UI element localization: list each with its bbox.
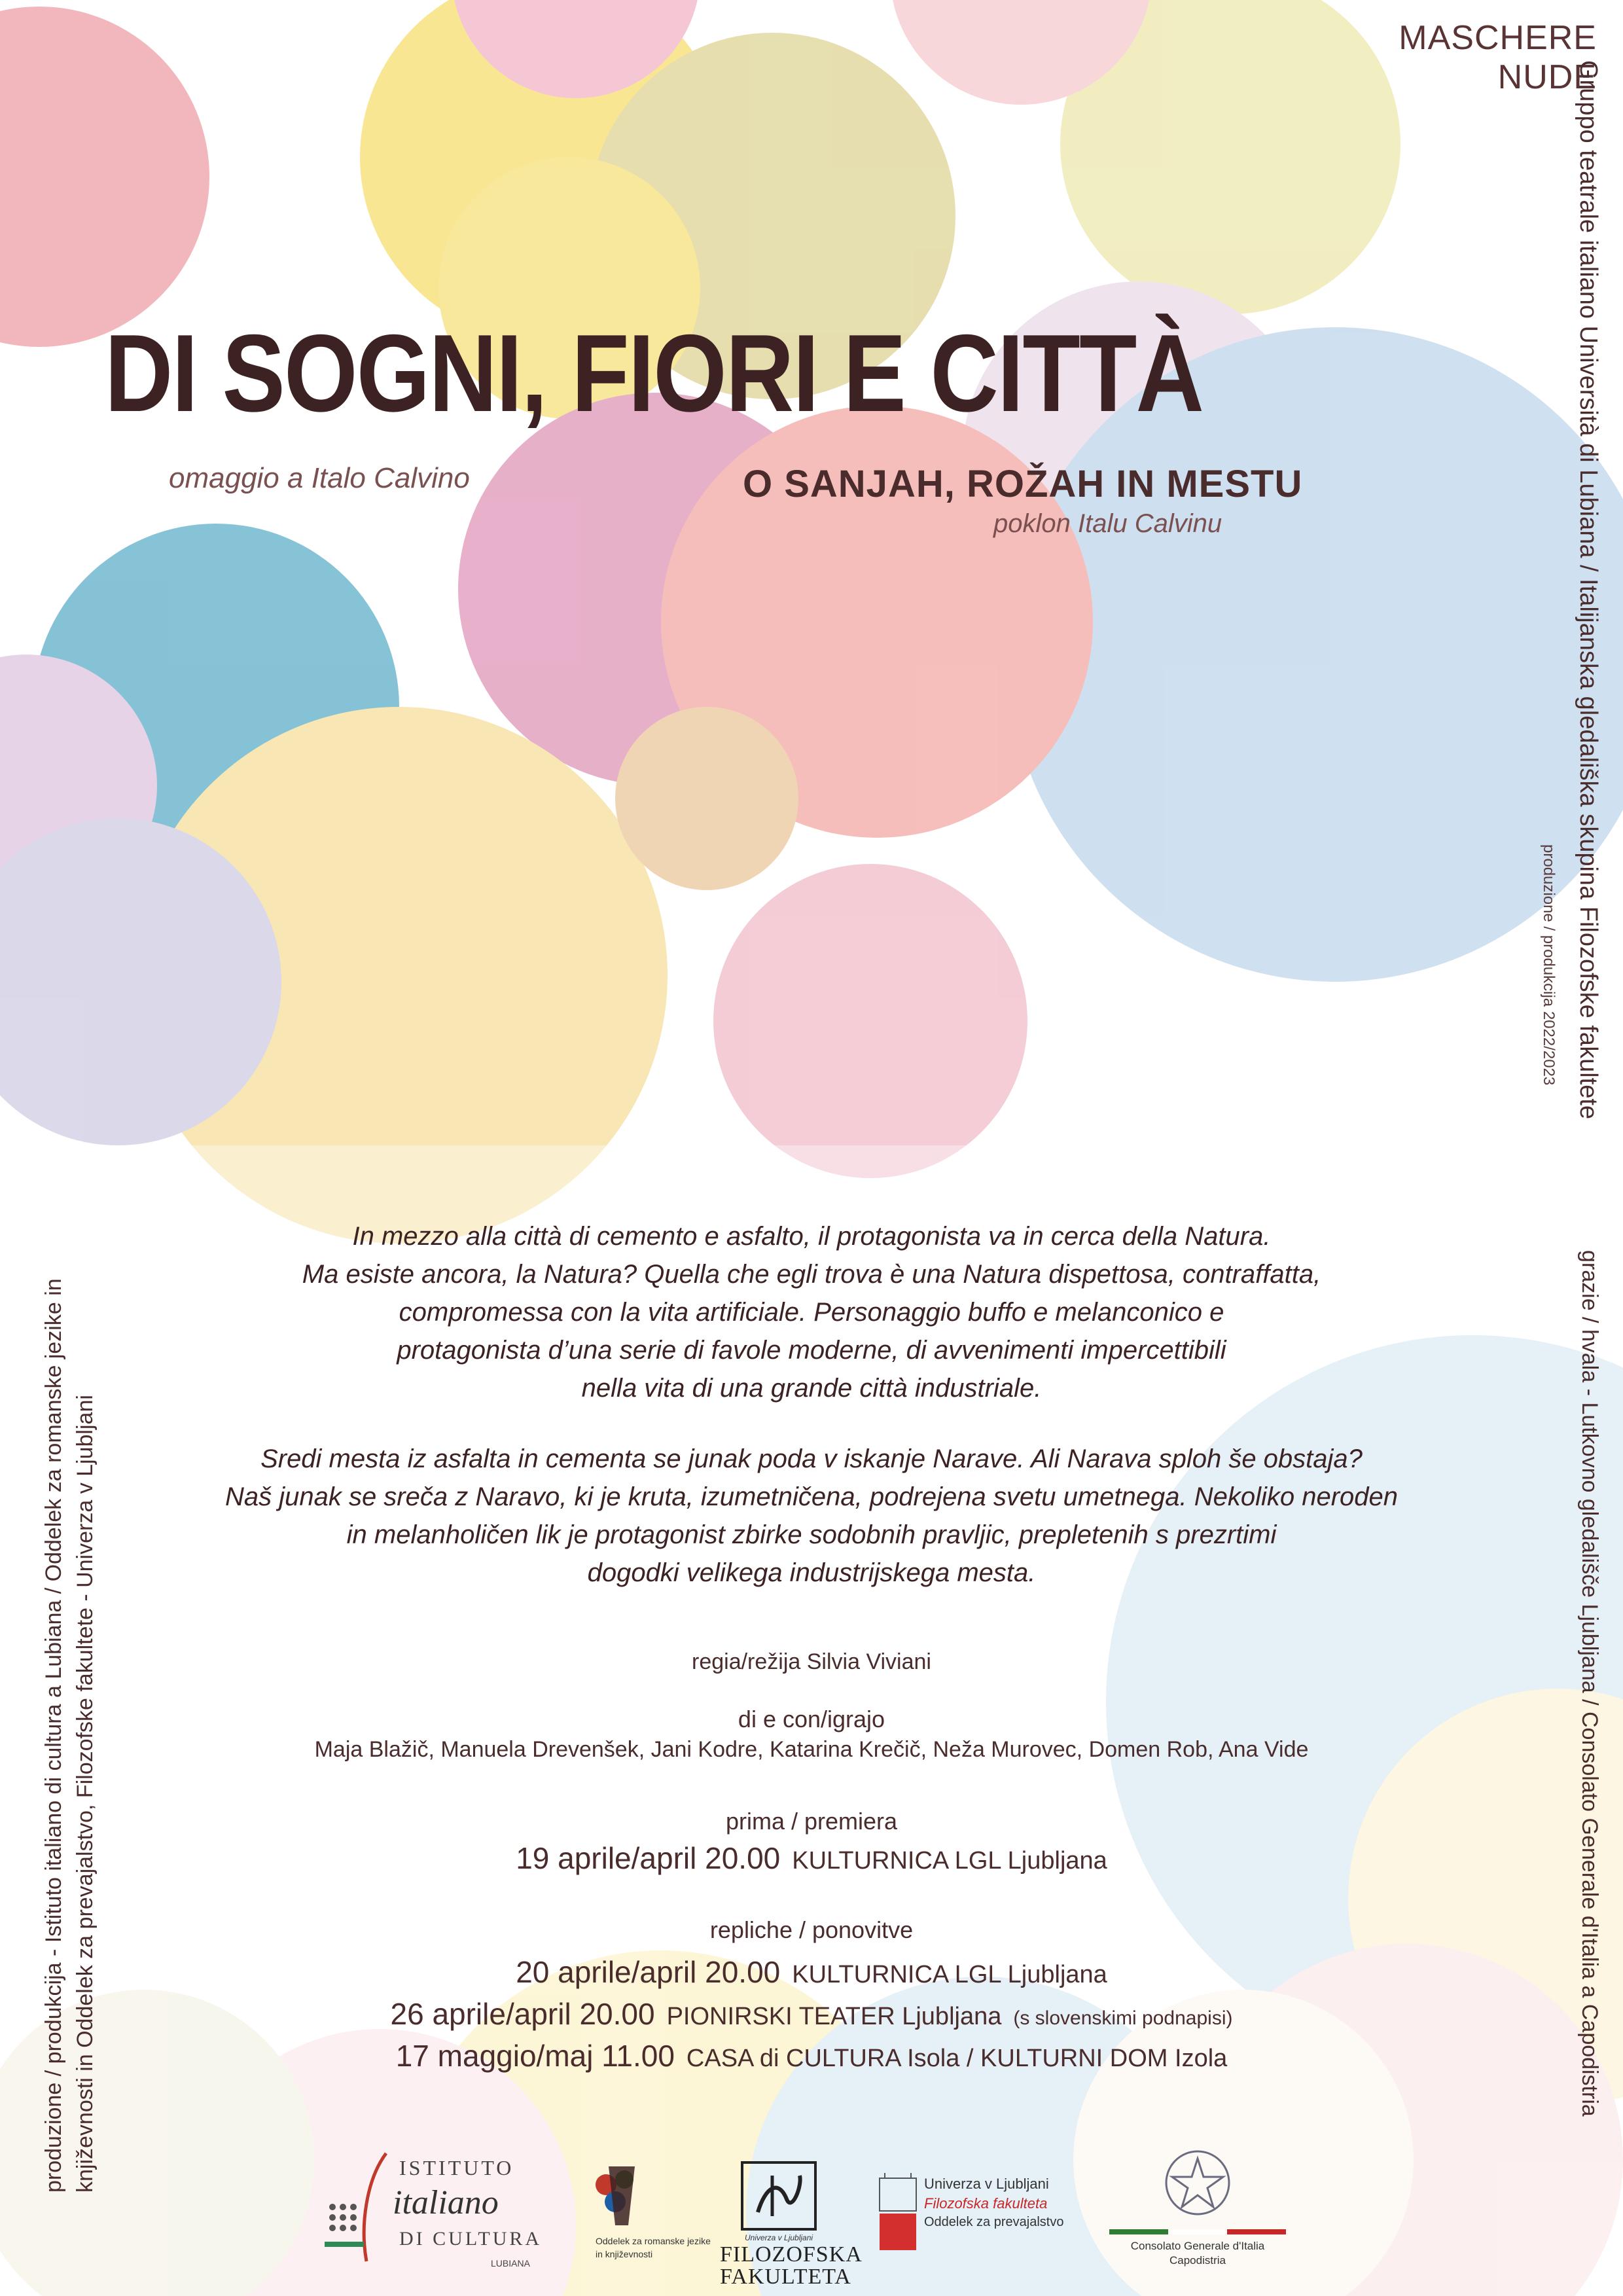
description-line: compromessa con la vita artificiale. Personaggio buffo e melanconico e bbox=[399, 1298, 1224, 1327]
oddelek-line2: in književnosti bbox=[596, 2249, 653, 2259]
ul-logo bbox=[876, 2173, 1085, 2291]
description-line: protagonista d’una serie di favole moderne, di avvenimenti impercettibili bbox=[397, 1336, 1226, 1365]
repeat-performance bbox=[0, 1996, 1623, 2032]
production-year-text: produzione / produkcija 2022/2023 bbox=[1540, 844, 1558, 1086]
ff-line2: FILOZOFSKA bbox=[720, 2242, 863, 2267]
production-credit-line: produzione / produkcija - Istituto italiano di cultura a Lubiana / Oddelek za romanske jezike in bbox=[41, 1278, 66, 2193]
performance-venue: KULTURNICA LGL Ljubljana bbox=[792, 1961, 1107, 1988]
description-line: Sredi mesta iz asfalta in cementa se junak poda v iskanje Narave. Ali Narava sploh še obstaja? bbox=[260, 1444, 1363, 1473]
director-credit: regia/režija Silvia Viviani bbox=[692, 1649, 931, 1674]
iic-line1: ISTITUTO bbox=[399, 2156, 514, 2179]
cast-label: di e con/igrajo bbox=[738, 1706, 885, 1732]
iic-emblem-icon bbox=[321, 2147, 399, 2265]
performance-date: 17 maggio/maj 11.00 bbox=[395, 2039, 675, 2073]
italian-emblem-icon bbox=[1162, 2147, 1234, 2219]
group-vertical-text: Gruppo teatrale italiano Università di Lubiana / Italijanska gledališka skupina Filozofske fakultete bbox=[1575, 60, 1602, 1120]
title-slovenian: O SANJAH, ROŽAH IN MESTU bbox=[743, 463, 1303, 505]
ul-emblem-icon bbox=[876, 2173, 921, 2251]
ff-line3: FAKULTETA bbox=[720, 2265, 851, 2289]
performance-date: 19 aprile/april 20.00 bbox=[516, 1841, 781, 1875]
ul-line3: Oddelek za prevajalstvo bbox=[924, 2215, 1064, 2229]
ff-emblem-icon bbox=[740, 2160, 818, 2232]
thanks-vertical-text: grazie / hvala - Lutkovno gledališče Ljubljana / Consolato Generale d'Italia a Capodistria bbox=[1577, 1250, 1602, 2117]
performance-venue: PIONIRSKI TEATER Ljubljana bbox=[666, 2003, 1002, 2030]
subtitle-slovenian: poklon Italu Calvinu bbox=[993, 509, 1222, 538]
premiere-performance bbox=[0, 1840, 1623, 1876]
description-line: dogodki velikega industrijskega mesta. bbox=[587, 1558, 1036, 1587]
oddelek-line1: Oddelek za romanske jezike bbox=[596, 2236, 711, 2246]
description-slovenian bbox=[170, 1440, 1453, 1592]
consolato-line1: Consolato Generale d'Italia bbox=[1130, 2240, 1265, 2252]
premiere-label: prima / premiera bbox=[725, 1808, 898, 1835]
cast-list: Maja Blažič, Manuela Drevenšek, Jani Kodre, Katarina Krečič, Neža Murovec, Domen Rob, Ana Vide bbox=[314, 1737, 1309, 1762]
description-line: in melanholičen lik je protagonist zbirke sodobnih pravljic, prepletenih s prezrtimi bbox=[346, 1520, 1277, 1549]
performance-date: 20 aprile/april 20.00 bbox=[516, 1955, 781, 1989]
consolato-line2: Capodistria bbox=[1169, 2254, 1226, 2267]
company-name: MASCHERE NUDE bbox=[1399, 19, 1597, 96]
italian-flag-stripe bbox=[1109, 2229, 1286, 2234]
description-line: Naš junak se sreča z Naravo, ki je kruta, izumetničena, podrejena svetu umetnega. Nekoliko neroden bbox=[224, 1482, 1399, 1511]
ul-line1: Univerza v Ljubljani bbox=[924, 2176, 1049, 2192]
description-italian bbox=[170, 1217, 1453, 1407]
performance-venue: CASA di CULTURA Isola / KULTURNI DOM Izola bbox=[686, 2045, 1228, 2072]
repeat-performance bbox=[0, 2038, 1623, 2073]
oddelek-logo bbox=[589, 2160, 720, 2278]
performance-venue: KULTURNICA LGL Ljubljana bbox=[792, 1847, 1107, 1874]
page-title: DI SOGNI, FIORI E CITTÀ bbox=[105, 312, 1204, 435]
repeat-performance bbox=[0, 1954, 1623, 1990]
iic-logo bbox=[321, 2147, 543, 2278]
ul-line2: Filozofska fakulteta bbox=[924, 2195, 1048, 2212]
sponsor-logos bbox=[0, 2134, 1623, 2296]
description-line: nella vita di una grande città industriale. bbox=[581, 1374, 1042, 1403]
description-line: Ma esiste ancora, la Natura? Quella che egli trova è una Natura dispettosa, contraffatta, bbox=[302, 1260, 1321, 1289]
subtitle-italian: omaggio a Italo Calvino bbox=[169, 462, 470, 494]
performance-date: 26 aprile/april 20.00 bbox=[390, 1997, 655, 2031]
performance-note: (s slovenskimi podnapisi) bbox=[1013, 2007, 1233, 2029]
description-line: In mezzo alla città di cemento e asfalto, il protagonista va in cerca della Natura. bbox=[352, 1222, 1271, 1251]
iic-line4: LUBIANA bbox=[491, 2258, 530, 2269]
ff-logo bbox=[720, 2160, 863, 2291]
repeats-label: repliche / ponovitve bbox=[709, 1916, 914, 1943]
production-credit-line: književnosti in Oddelek za prevajalstvo, Filozofske fakultete - Univerza v Ljubljani bbox=[73, 1395, 98, 2193]
ff-line1: Univerza v Ljubljani bbox=[745, 2233, 813, 2242]
iic-line2: italiano bbox=[393, 2184, 499, 2221]
iic-line3: DI CULTURA bbox=[399, 2228, 543, 2250]
consolato-logo bbox=[1099, 2147, 1296, 2291]
oddelek-emblem-icon bbox=[589, 2160, 648, 2232]
